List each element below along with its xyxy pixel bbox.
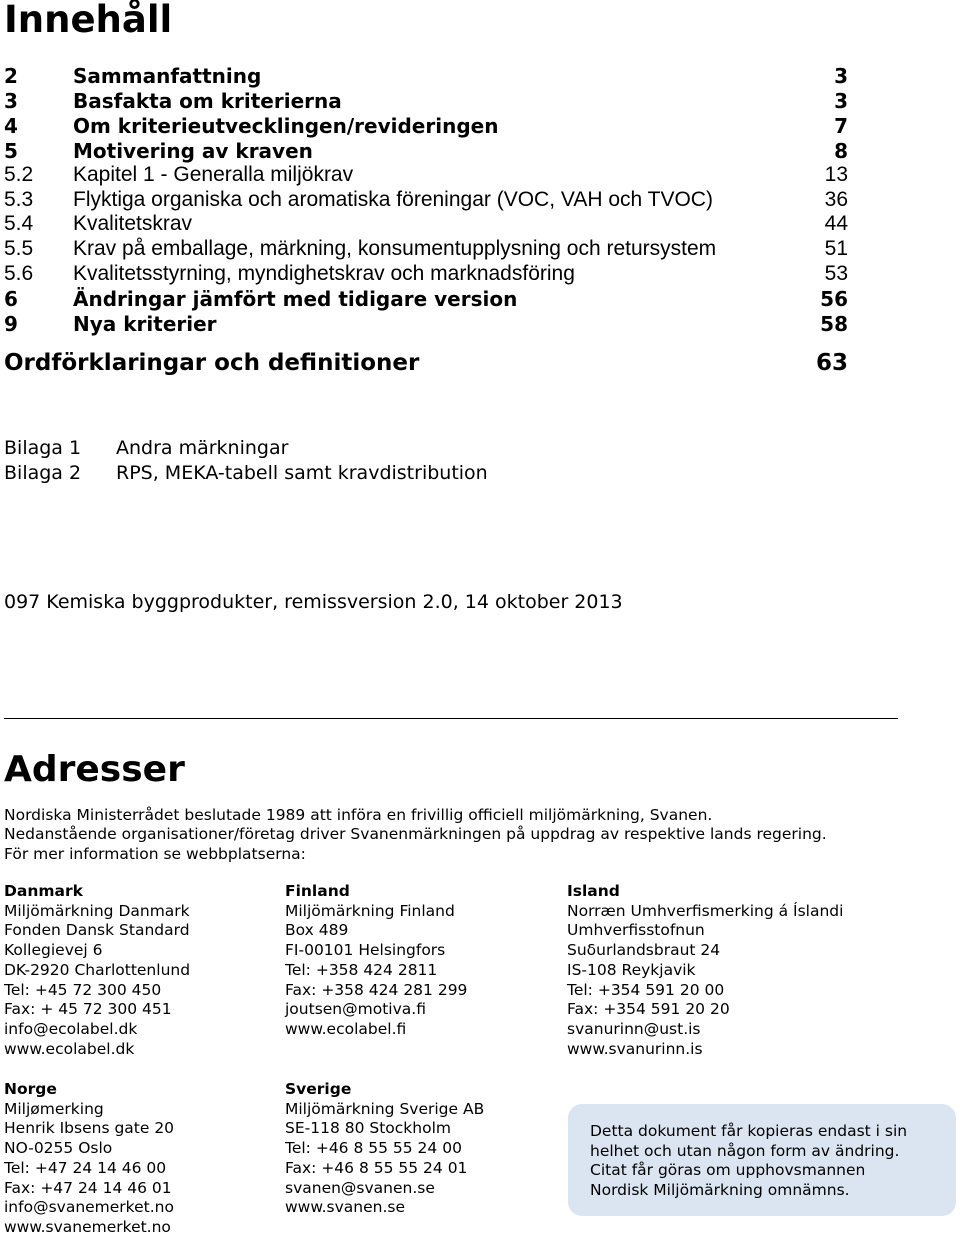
website-link[interactable]: www.svanemerket.no — [4, 1217, 171, 1236]
organization-name: Umhverfisstofnun — [567, 921, 705, 940]
address-line: NO-0255 Oslo — [4, 1139, 113, 1158]
toc-page: 58 — [820, 312, 848, 336]
address-line: Kollegievej 6 — [4, 941, 103, 960]
toc-page: 63 — [815, 350, 848, 376]
address-block-danmark — [4, 882, 190, 1059]
email-link[interactable]: svanen@svanen.se — [285, 1178, 435, 1197]
organization-name: Miljömärkning Finland — [285, 901, 455, 920]
appendix-title: Andra märkningar — [116, 437, 289, 459]
toc-entry[interactable] — [4, 114, 848, 138]
phone-number: Tel: +45 72 300 450 — [4, 980, 162, 999]
toc-page: 7 — [834, 114, 848, 138]
toc-text: Basfakta om kriterierna — [73, 89, 342, 113]
document-reference: 097 Kemiska byggprodukter, remissversion 2.0, 14 oktober 2013 — [4, 591, 623, 613]
address-line: IS-108 Reykjavik — [567, 960, 696, 979]
toc-entry[interactable] — [4, 237, 848, 261]
address-line: Box 489 — [285, 921, 349, 940]
toc-page: 44 — [824, 212, 848, 235]
fax-number: Fax: +46 8 55 55 24 01 — [285, 1158, 468, 1177]
toc-page: 13 — [824, 163, 848, 186]
website-link[interactable]: www.ecolabel.fi — [285, 1019, 407, 1038]
toc-definitions-entry[interactable] — [4, 348, 848, 378]
intro-text: Nordiska Ministerrådet beslutade 1989 att införa en frivillig officiell miljömärkning, Svanen. — [4, 806, 713, 824]
organization-name: Miljömärkning Sverige AB — [285, 1099, 485, 1118]
website-link[interactable]: www.svanen.se — [285, 1198, 406, 1217]
notice-text: helhet och utan någon form av ändring. — [590, 1141, 900, 1160]
toc-text: Ändringar jämfört med tidigare version — [73, 287, 518, 311]
toc-number: 9 — [4, 312, 18, 336]
toc-page: 53 — [824, 262, 848, 285]
address-line: DK-2920 Charlottenlund — [4, 960, 191, 979]
toc-number: 3 — [4, 89, 18, 113]
address-line: SE-118 80 Stockholm — [285, 1119, 451, 1138]
notice-text: Detta dokument får kopieras endast i sin — [590, 1122, 908, 1140]
toc-entry[interactable] — [4, 89, 848, 113]
toc-entry[interactable] — [4, 64, 848, 88]
toc-text: Sammanfattning — [73, 64, 262, 88]
website-link[interactable]: www.svanurinn.is — [567, 1039, 703, 1058]
divider — [4, 718, 898, 719]
email-link[interactable]: joutsen@motiva.fi — [285, 1000, 426, 1019]
organization-name: Miljømerking — [4, 1099, 104, 1118]
fax-number: Fax: + 45 72 300 451 — [4, 1000, 172, 1019]
country-name: Norge — [4, 1080, 57, 1098]
notice-text: Nordisk Miljömärkning omnämns. — [590, 1181, 850, 1200]
toc-number: 5.6 — [4, 262, 34, 285]
appendix-label: Bilaga 1 — [4, 437, 82, 459]
address-block-norge — [4, 1080, 174, 1238]
toc-number: 5.2 — [4, 163, 34, 186]
toc-text: Om kriterieutvecklingen/revideringen — [73, 114, 499, 138]
country-name: Finland — [285, 882, 350, 900]
toc-number: 6 — [4, 287, 18, 311]
address-line: Fonden Dansk Standard — [4, 921, 190, 940]
toc-page: 3 — [834, 89, 848, 113]
toc-text: Kvalitetsstyrning, myndighetskrav och marknadsföring — [73, 262, 575, 285]
country-name: Island — [567, 882, 620, 900]
toc-entry[interactable] — [4, 312, 848, 336]
appendix-title: RPS, MEKA-tabell samt kravdistribution — [116, 462, 488, 484]
toc-number: 2 — [4, 64, 18, 88]
toc-number: 5.5 — [4, 237, 34, 260]
address-line: Henrik Ibsens gate 20 — [4, 1119, 175, 1138]
fax-number: Fax: +354 591 20 20 — [567, 1000, 730, 1019]
fax-number: Fax: +358 424 281 299 — [285, 980, 468, 999]
organization-name: Miljömärkning Danmark — [4, 901, 190, 920]
toc-number: 4 — [4, 114, 18, 138]
website-link[interactable]: www.ecolabel.dk — [4, 1039, 135, 1058]
toc-page: 3 — [834, 64, 848, 88]
phone-number: Tel: +47 24 14 46 00 — [4, 1158, 167, 1177]
toc-entry[interactable] — [4, 262, 848, 286]
email-link[interactable]: info@svanemerket.no — [4, 1198, 174, 1217]
phone-number: Tel: +358 424 2811 — [285, 960, 438, 979]
toc-text: Krav på emballage, märkning, konsumentupplysning och retursystem — [73, 237, 717, 260]
intro-text: För mer information se webbplatserna: — [4, 845, 306, 863]
toc-entry[interactable] — [4, 287, 848, 311]
toc-page: 51 — [824, 237, 848, 260]
organization-name: Norræn Umhverfismerking á Íslandi — [567, 901, 844, 920]
toc-number: 5.3 — [4, 188, 34, 211]
country-name: Sverige — [285, 1080, 352, 1098]
toc-text: Flyktiga organiska och aromatiska föreningar (VOC, VAH och TVOC) — [73, 188, 713, 211]
toc-entry[interactable] — [4, 163, 848, 187]
toc-entry[interactable] — [4, 188, 848, 212]
toc-text: Kapitel 1 - Generalla miljökrav — [73, 163, 354, 186]
toc-text: Ordförklaringar och definitioner — [4, 350, 420, 376]
toc-number: 5.4 — [4, 212, 34, 235]
toc-text: Nya kriterier — [73, 312, 217, 336]
toc-number: 5 — [4, 139, 18, 163]
toc-page: 56 — [820, 287, 848, 311]
toc-text: Kvalitetskrav — [73, 212, 193, 235]
email-link[interactable]: info@ecolabel.dk — [4, 1019, 138, 1038]
toc-entry[interactable] — [4, 212, 848, 236]
addresses-heading: Adresser — [4, 749, 185, 790]
address-block-sverige — [285, 1080, 484, 1218]
address-block-island — [567, 882, 843, 1059]
address-line: FI-00101 Helsingfors — [285, 941, 446, 960]
country-name: Danmark — [4, 882, 83, 900]
toc-page: 8 — [834, 139, 848, 163]
phone-number: Tel: +354 591 20 00 — [567, 980, 725, 999]
appendix-label: Bilaga 2 — [4, 462, 82, 484]
address-block-finland — [285, 882, 467, 1040]
intro-text: Nedanstående organisationer/företag driver Svanenmärkningen på uppdrag av respektive lands regering. — [4, 825, 827, 843]
page-title: Innehåll — [4, 0, 173, 41]
email-link[interactable]: svanurinn@ust.is — [567, 1019, 701, 1038]
toc-page: 36 — [824, 188, 848, 211]
fax-number: Fax: +47 24 14 46 01 — [4, 1178, 172, 1197]
address-line: Suδurlandsbraut 24 — [567, 941, 721, 960]
notice-text: Citat får göras om upphovsmannen — [590, 1161, 866, 1180]
phone-number: Tel: +46 8 55 55 24 00 — [285, 1139, 462, 1158]
toc-text: Motivering av kraven — [73, 139, 313, 163]
copy-notice-box — [568, 1104, 956, 1216]
toc-entry[interactable] — [4, 139, 848, 163]
